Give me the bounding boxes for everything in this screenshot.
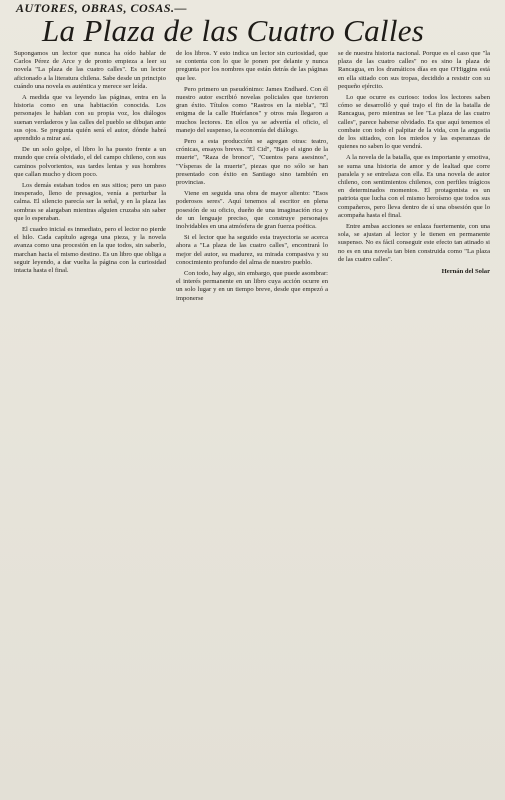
paragraph: Supongamos un lector que nunca ha oído hablar de Carlos Pérez de Arce y de pronto empieza a leer su novela "La plaza de las cuatro calles". Es un lector aficionado a la literatura chilena. Sabe desde un principio cuándo una novela es auténtica y merece ser leída.: [14, 50, 166, 90]
paragraph: de los libros. Y esto indica un lector sin curiosidad, que se contenta con lo que le ponen por delante y nunca pregunta por los nombres que están detrás de las páginas que lee.: [176, 50, 328, 82]
paragraph: Lo que ocurre es curioso: todos los lectores saben cómo se desarrolló y qué trajo el fin de la batalla de Rancagua, pero mientras se lee "La plaza de las cuatro calles", parece haberse olvidado. Es que aquí tenemos el combate con todo el palpitar de la vida, con la angustia de los sitiados, con los miedos y las esperanzas de quienes no saben lo que vendrá.: [338, 94, 490, 151]
paragraph: Con todo, hay algo, sin embargo, que puede asombrar: el interés permanente en un libro cuya acción ocurre en un solo lugar y en un tiempo breve, desde que empezó a imponerse: [176, 270, 328, 302]
paragraph: De un solo golpe, el libro lo ha puesto frente a un mundo que creía olvidado, el del campo chileno, con sus caminos polvorientos, sus tardes lentas y sus hombres que callan mucho y dicen poco.: [14, 146, 166, 178]
column-1: [14, 50, 166, 306]
paragraph: A la novela de la batalla, que es importante y emotiva, se suma una historia de amor y de lealtad que corre paralela y se entrelaza con ella. Es una novela de autor chileno, con sentimientos chilenos, con perfiles trágicos en determinados momentos. El protagonista es un patriota que lucha con el mismo heroísmo que todos sus compañeros, pero lleva dentro de sí una obsesión que lo acompaña hasta el final.: [338, 154, 490, 219]
article-body: [14, 50, 499, 306]
paragraph: A medida que va leyendo las páginas, entra en la historia como en una habitación conocida. Los personajes le hablan con su propia voz, los diálogos suenan verdaderos y las calles del pueblo se dibujan ante sus ojos. Se pregunta quién será el autor, dónde habrá aprendido a mirar así.: [14, 94, 166, 143]
paragraph: Viene en seguida una obra de mayor aliento: "Esos poderosos seres". Aquí tenemos al escritor en plena posesión de su oficio, dueño de una imaginación rica y de un lenguaje preciso, que construye personajes inolvidables en una atmósfera de gran fuerza poética.: [176, 190, 328, 231]
author-signature: Hernán del Solar: [441, 268, 490, 276]
paragraph: Pero a esta producción se agregan otras: teatro, crónicas, ensayos breves. "El Cid", "Bajo el signo de la muerte", "Raza de bronce", "Cuentos para asesinos", "Vísperas de la muerte", piezas que no sólo se han presentado con éxito en Santiago sino también en provincias.: [176, 138, 328, 187]
paragraph: Los demás estaban todos en sus sitios; pero un paso inesperado, lleno de presagios, venía a perturbar la calma. El silencio parecía ser la señal, y en la plaza las sombras se alargaban mientras alguien cruzaba sin saber que lo esperaban.: [14, 182, 166, 222]
column-2: [176, 50, 328, 306]
column-3: [338, 50, 490, 306]
paragraph: Pero primero un pseudónimo: James Endhard. Con él nuestro autor escribió novelas policiales que tuvieron gran éxito. Títulos como "Rastros en la niebla", "El enigma de la calle Huérfanos" y otros más llegaron a muchos lectores. En ellos ya se advertía el oficio, el manejo del suspenso, la economía del diálogo.: [176, 85, 328, 134]
paragraph: se de nuestra historia nacional. Porque es el caso que "la plaza de las cuatro calles" no es sino la plaza de Rancagua, en los dramáticos días en que O'Higgins está en ella sitiado con sus tropas, decidido a resistir con su pequeño ejército.: [338, 50, 490, 90]
paragraph: Si el lector que ha seguido esta trayectoria se acerca ahora a "La plaza de las cuatro calles", encontrará lo mejor del autor, su madurez, su mirada compasiva y su conocimiento profundo del alma de nuestro pueblo.: [176, 234, 328, 266]
paragraph: El cuadro inicial es inmediato, pero el lector no pierde el hilo. Cada capítulo agrega una pieza, y la novela avanza como una procesión en la que todos, sin saberlo, marchan hacia el mismo destino. Es un libro que obliga a seguir leyendo, a dar vuelta la página con la curiosidad intacta hasta el final.: [14, 226, 166, 275]
section-label: AUTORES, OBRAS, COSAS.—: [16, 1, 188, 15]
article-headline: La Plaza de las Cuatro Calles: [42, 13, 425, 48]
paragraph: Entre ambas acciones se enlaza fuertemente, con una sola, se ajustan al lector y le tienen en permanente suspenso. No es fácil conseguir este efecto tan atinado si no es en una novela tan bien construida como "La plaza de las cuatro calles".: [338, 223, 490, 263]
